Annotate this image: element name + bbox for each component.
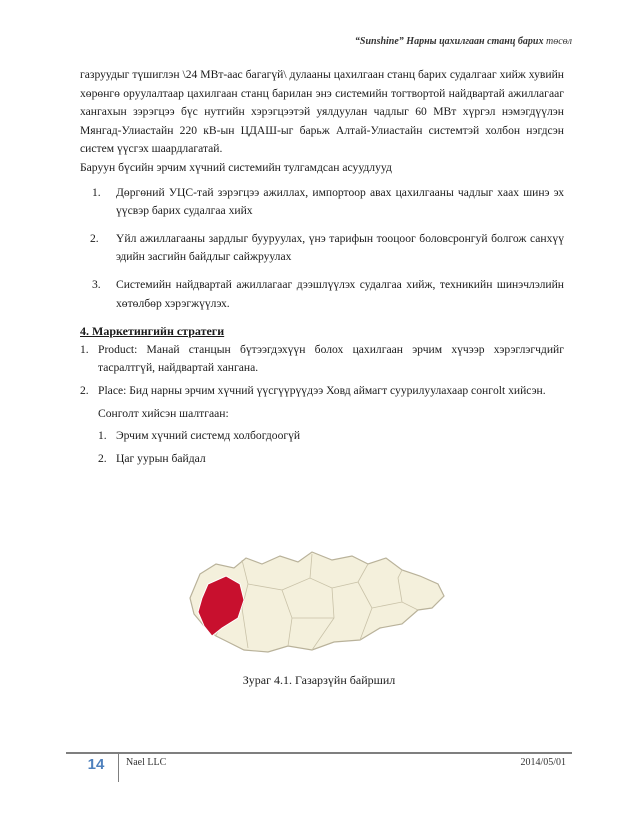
page-header xyxy=(355,36,572,47)
figure-caption: Зураг 4.1. Газарзүйн байршил xyxy=(242,673,396,687)
list-item-number: 2. xyxy=(98,451,107,465)
west-issues-heading: Баруун бүсийн эрчим хүчний системийн тулгамдсан асуудлууд xyxy=(80,160,392,174)
footer-company: Nael LLC xyxy=(126,757,167,768)
list-item xyxy=(80,184,564,221)
reasons-block xyxy=(80,405,564,424)
list-item-text: Үйл ажиллагааны зардлыг бууруулах, үнэ тарифын тооцоог боловсронгуй болгож санхүү эдийн засгийн байдлыг сайжруулах xyxy=(116,231,564,264)
section-title: 4. Маркетингийн стратеги xyxy=(80,324,225,339)
list-item xyxy=(80,427,564,446)
strategy-list xyxy=(80,341,564,401)
list-item-text: Place: Бид нарны эрчим хүчний үүсгүүрүүдээ Ховд аймагт суурилуулахаар сонгolt хийсэн. xyxy=(98,383,546,397)
page-content xyxy=(80,66,564,468)
header-suffix: төсөл xyxy=(545,36,572,47)
map-figure xyxy=(182,538,456,664)
list-item xyxy=(80,341,564,378)
list-item-number: 1. xyxy=(92,185,101,199)
west-issues-list xyxy=(80,184,564,314)
reasons-heading: Сонголт хийсэн шалтгаан: xyxy=(98,406,229,420)
footer-divider-line xyxy=(66,752,572,754)
list-item-number: 2. xyxy=(90,231,99,245)
intro-paragraph: газруудыг түшиглэн \24 МВт-аас багагүй\ дулааны цахилгаан станц барих судалгааг хийж хувийн хөрөнгө оруулалтаар цахилгаан станц барилан энэ системийн тогтвортой найдвартай ажиллагааг хангахын зэрэгцээ бүс нутгийн хэрэгцээтэй уялдуулан чадлыг 60 МВт хүргэл нэмэгдүүлэн Мянгад-Улиастайн 220 кВ-ын ЦДАШ-ыг барьж Алтай-Улиастайн системтэй холбон нэгдсэн систем үүсгэх шаардлагатай. xyxy=(80,68,564,156)
list-item xyxy=(80,450,564,469)
mongolia-location-map xyxy=(182,538,456,664)
list-item-text: Цаг уурын байдал xyxy=(116,451,206,465)
list-item xyxy=(80,230,564,267)
list-item-text: Эрчим хүчний системд холбогдоогүй xyxy=(116,429,301,443)
list-item-text: Системийн найдвартай ажиллагааг дээшлүүлэх судалгаа хийж, техникийн шинэчлэлийн хөтөлбөр хэрэгжүүлэх. xyxy=(116,277,564,310)
list-item-number: 1. xyxy=(80,342,89,356)
list-item-number: 1. xyxy=(98,429,107,443)
list-item-text: Product: Манай станцын бүтээгдэхүүн болох цахилгаан эрчим хүчээр хэрэглэгчдийг тасралтгүй, найдвартай хангана. xyxy=(98,342,564,375)
list-item xyxy=(80,382,564,401)
list-item-text: Дөргөний УЦС-тай зэрэгцээ ажиллах, импортоор авах цахилгааны чадлыг хаах шинэ эх үүсвэр барих судалгаа хийх xyxy=(116,185,564,218)
footer-date: 2014/05/01 xyxy=(520,757,566,768)
footer-vertical-divider xyxy=(118,752,119,782)
list-item xyxy=(80,276,564,313)
list-item-number: 2. xyxy=(80,383,89,397)
reasons-list xyxy=(80,427,564,468)
header-title: “Sunshine” Нарны цахилгаан станц барих xyxy=(354,36,544,47)
page-number: 14 xyxy=(87,756,105,773)
list-item-number: 3. xyxy=(92,277,101,291)
